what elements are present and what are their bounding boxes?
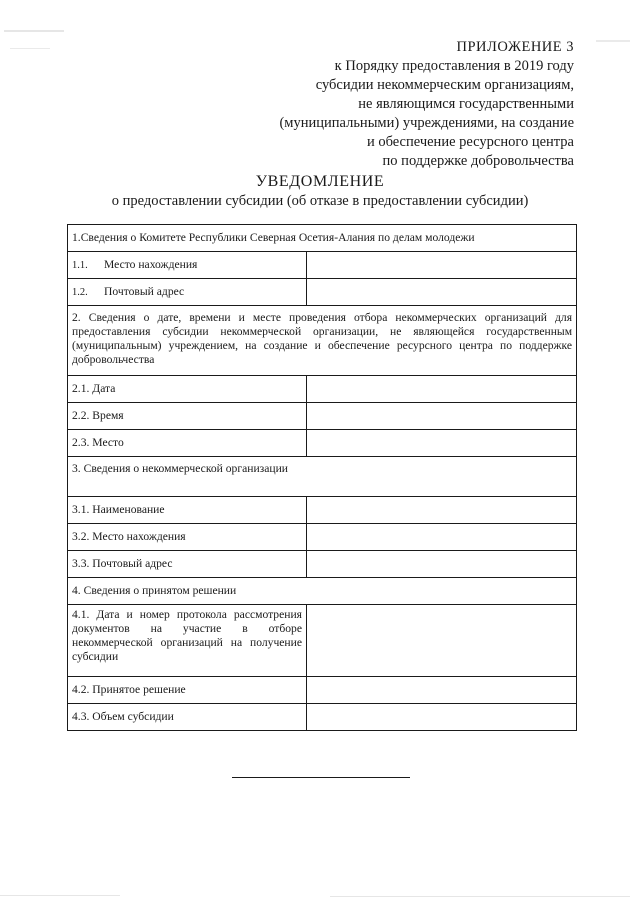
org-postal-address-field[interactable] <box>307 551 577 578</box>
document-subtitle: о предоставлении субсидии (об отказе в предоставлении субсидии) <box>111 193 529 209</box>
row-label: Место нахождения <box>104 257 198 271</box>
form-row-label: 2.1. Дата <box>68 376 307 403</box>
place-field[interactable] <box>307 430 577 457</box>
section-3-row <box>68 524 577 551</box>
section-3-row <box>68 497 577 524</box>
section-3-header-row <box>68 457 577 497</box>
form-row-label: 4.3. Объем субсидии <box>68 704 307 731</box>
postal-address-field[interactable] <box>307 279 577 306</box>
form-row-label: 4.1. Дата и номер протокола рассмотрения документов на участие в отборе некоммерческой организаций на получение субсидии <box>68 605 307 677</box>
section-2-row <box>68 430 577 457</box>
appendix-line: по поддержке добровольчества <box>382 153 574 169</box>
section-4-header: 4. Сведения о принятом решении <box>68 578 577 605</box>
form-row-label: 3.1. Наименование <box>68 497 307 524</box>
section-3-row <box>68 551 577 578</box>
date-field[interactable] <box>307 376 577 403</box>
org-name-field[interactable] <box>307 497 577 524</box>
section-4-row <box>68 704 577 731</box>
section-1-header-row <box>68 225 577 252</box>
section-2-row <box>68 376 577 403</box>
section-4-row <box>68 605 577 677</box>
form-row-label <box>68 252 307 279</box>
protocol-field[interactable] <box>307 605 577 677</box>
scan-noise <box>0 895 120 896</box>
row-number: 1.2. <box>72 286 88 298</box>
section-1-row <box>68 279 577 306</box>
appendix-line: не являющимся государственными <box>358 96 574 112</box>
form-row-label: 2.2. Время <box>68 403 307 430</box>
section-4-row <box>68 677 577 704</box>
time-field[interactable] <box>307 403 577 430</box>
appendix-line: (муниципальными) учреждениями, на создание <box>279 115 574 131</box>
decision-field[interactable] <box>307 677 577 704</box>
document-title: УВЕДОМЛЕНИЕ <box>255 173 385 190</box>
form-row-label: 4.2. Принятое решение <box>68 677 307 704</box>
section-1-header: 1.Сведения о Комитете Республики Северная Осетия-Алания по делам молодежи <box>68 225 577 252</box>
appendix-line: и обеспечение ресурсного центра <box>366 134 574 150</box>
row-label: Почтовый адрес <box>104 284 185 298</box>
location-field[interactable] <box>307 252 577 279</box>
form-row-label: 2.3. Место <box>68 430 307 457</box>
separator-line <box>232 777 410 778</box>
appendix-line: субсидии некоммерческим организациям, <box>315 77 574 93</box>
scan-noise <box>330 896 630 897</box>
scan-noise <box>596 40 630 42</box>
scan-noise <box>10 48 50 49</box>
section-4-header-row <box>68 578 577 605</box>
section-2-row <box>68 403 577 430</box>
notification-form-table <box>67 224 577 731</box>
appendix-block <box>279 38 574 171</box>
subsidy-amount-field[interactable] <box>307 704 577 731</box>
form-row-label: 3.3. Почтовый адрес <box>68 551 307 578</box>
row-number: 1.1. <box>72 259 88 271</box>
appendix-title: ПРИЛОЖЕНИЕ 3 <box>456 39 574 55</box>
section-2-header: 2. Сведения о дате, времени и месте проведения отбора некоммерческих организаций для предоставления субсидии некоммерческой организации, не являющейся государственным (муниципальным) учреждением, на создание и обеспечение ресурсного центра по поддержке добровольчества <box>68 306 577 376</box>
section-1-row <box>68 252 577 279</box>
org-location-field[interactable] <box>307 524 577 551</box>
scan-noise <box>4 30 64 32</box>
section-3-header: 3. Сведения о некоммерческой организации <box>68 457 577 497</box>
section-2-header-row <box>68 306 577 376</box>
form-row-label <box>68 279 307 306</box>
appendix-line: к Порядку предоставления в 2019 году <box>334 58 574 74</box>
form-row-label: 3.2. Место нахождения <box>68 524 307 551</box>
